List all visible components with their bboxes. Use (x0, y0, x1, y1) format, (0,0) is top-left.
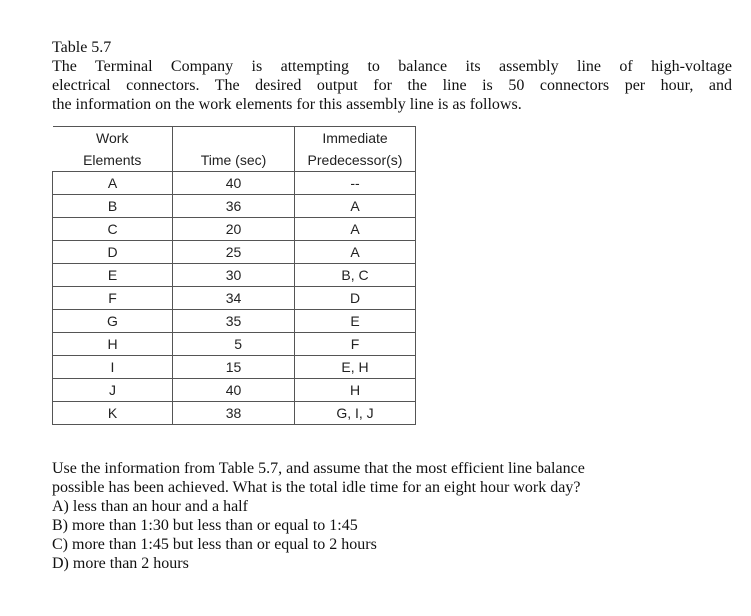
cell-time: 20 (173, 218, 295, 241)
problem-intro (52, 57, 732, 114)
header-predecessors (295, 127, 416, 172)
cell-element: G (53, 310, 173, 333)
cell-time: 5 (173, 333, 295, 356)
cell-element: I (53, 356, 173, 379)
intro-line: electrical connectors. The desired output for the line is 50 connectors per hour, and (52, 77, 732, 94)
work-elements-table (52, 126, 416, 425)
intro-line: The Terminal Company is attempting to balance its assembly line of high-voltage (52, 58, 732, 75)
cell-element: B (53, 195, 173, 218)
table-row (53, 172, 416, 195)
table-header-row (53, 127, 416, 172)
cell-element: C (53, 218, 173, 241)
table-row (53, 195, 416, 218)
cell-time: 15 (173, 356, 295, 379)
table-row (53, 287, 416, 310)
cell-predecessor: H (295, 379, 416, 402)
table-row (53, 333, 416, 356)
header-work-elements (53, 127, 173, 172)
cell-time: 34 (173, 287, 295, 310)
answer-option-b: B) more than 1:30 but less than or equal to 1:45 (52, 517, 358, 534)
cell-time: 35 (173, 310, 295, 333)
cell-predecessor: A (295, 241, 416, 264)
cell-time: 25 (173, 241, 295, 264)
cell-time: 40 (173, 379, 295, 402)
question-line: Use the information from Table 5.7, and assume that the most efficient line balance (52, 460, 585, 477)
header-time (173, 127, 295, 172)
cell-time: 30 (173, 264, 295, 287)
cell-time: 40 (173, 172, 295, 195)
header-work-elements-line1: Work (96, 130, 129, 146)
header-time-label: Time (sec) (200, 152, 267, 168)
table-title: Table 5.7 (52, 39, 112, 56)
cell-element: K (53, 402, 173, 425)
cell-predecessor: E (295, 310, 416, 333)
work-elements-table-container (52, 126, 416, 425)
answer-option-a: A) less than an hour and a half (52, 498, 248, 515)
answer-option-d: D) more than 2 hours (52, 555, 189, 572)
cell-time: 38 (173, 402, 295, 425)
intro-line: the information on the work elements for this assembly line is as follows. (52, 96, 522, 113)
cell-element: J (53, 379, 173, 402)
table-row (53, 218, 416, 241)
cell-predecessor: G, I, J (295, 402, 416, 425)
cell-predecessor: A (295, 195, 416, 218)
answer-option-c: C) more than 1:45 but less than or equal to 2 hours (52, 536, 377, 553)
question (52, 459, 724, 573)
cell-predecessor: -- (295, 172, 416, 195)
cell-element: E (53, 264, 173, 287)
cell-element: F (53, 287, 173, 310)
table-row (53, 310, 416, 333)
cell-element: A (53, 172, 173, 195)
cell-element: D (53, 241, 173, 264)
table-row (53, 241, 416, 264)
header-predecessors-line2: Predecessor(s) (307, 152, 403, 168)
cell-element: H (53, 333, 173, 356)
table-row (53, 264, 416, 287)
header-predecessors-line1: Immediate (322, 130, 388, 146)
cell-predecessor: E, H (295, 356, 416, 379)
cell-predecessor: A (295, 218, 416, 241)
table-row (53, 402, 416, 425)
cell-predecessor: F (295, 333, 416, 356)
table-row (53, 379, 416, 402)
cell-predecessor: B, C (295, 264, 416, 287)
header-work-elements-line2: Elements (83, 152, 142, 168)
cell-time: 36 (173, 195, 295, 218)
question-line: possible has been achieved. What is the total idle time for an eight hour work day? (52, 479, 581, 496)
table-row (53, 356, 416, 379)
cell-predecessor: D (295, 287, 416, 310)
